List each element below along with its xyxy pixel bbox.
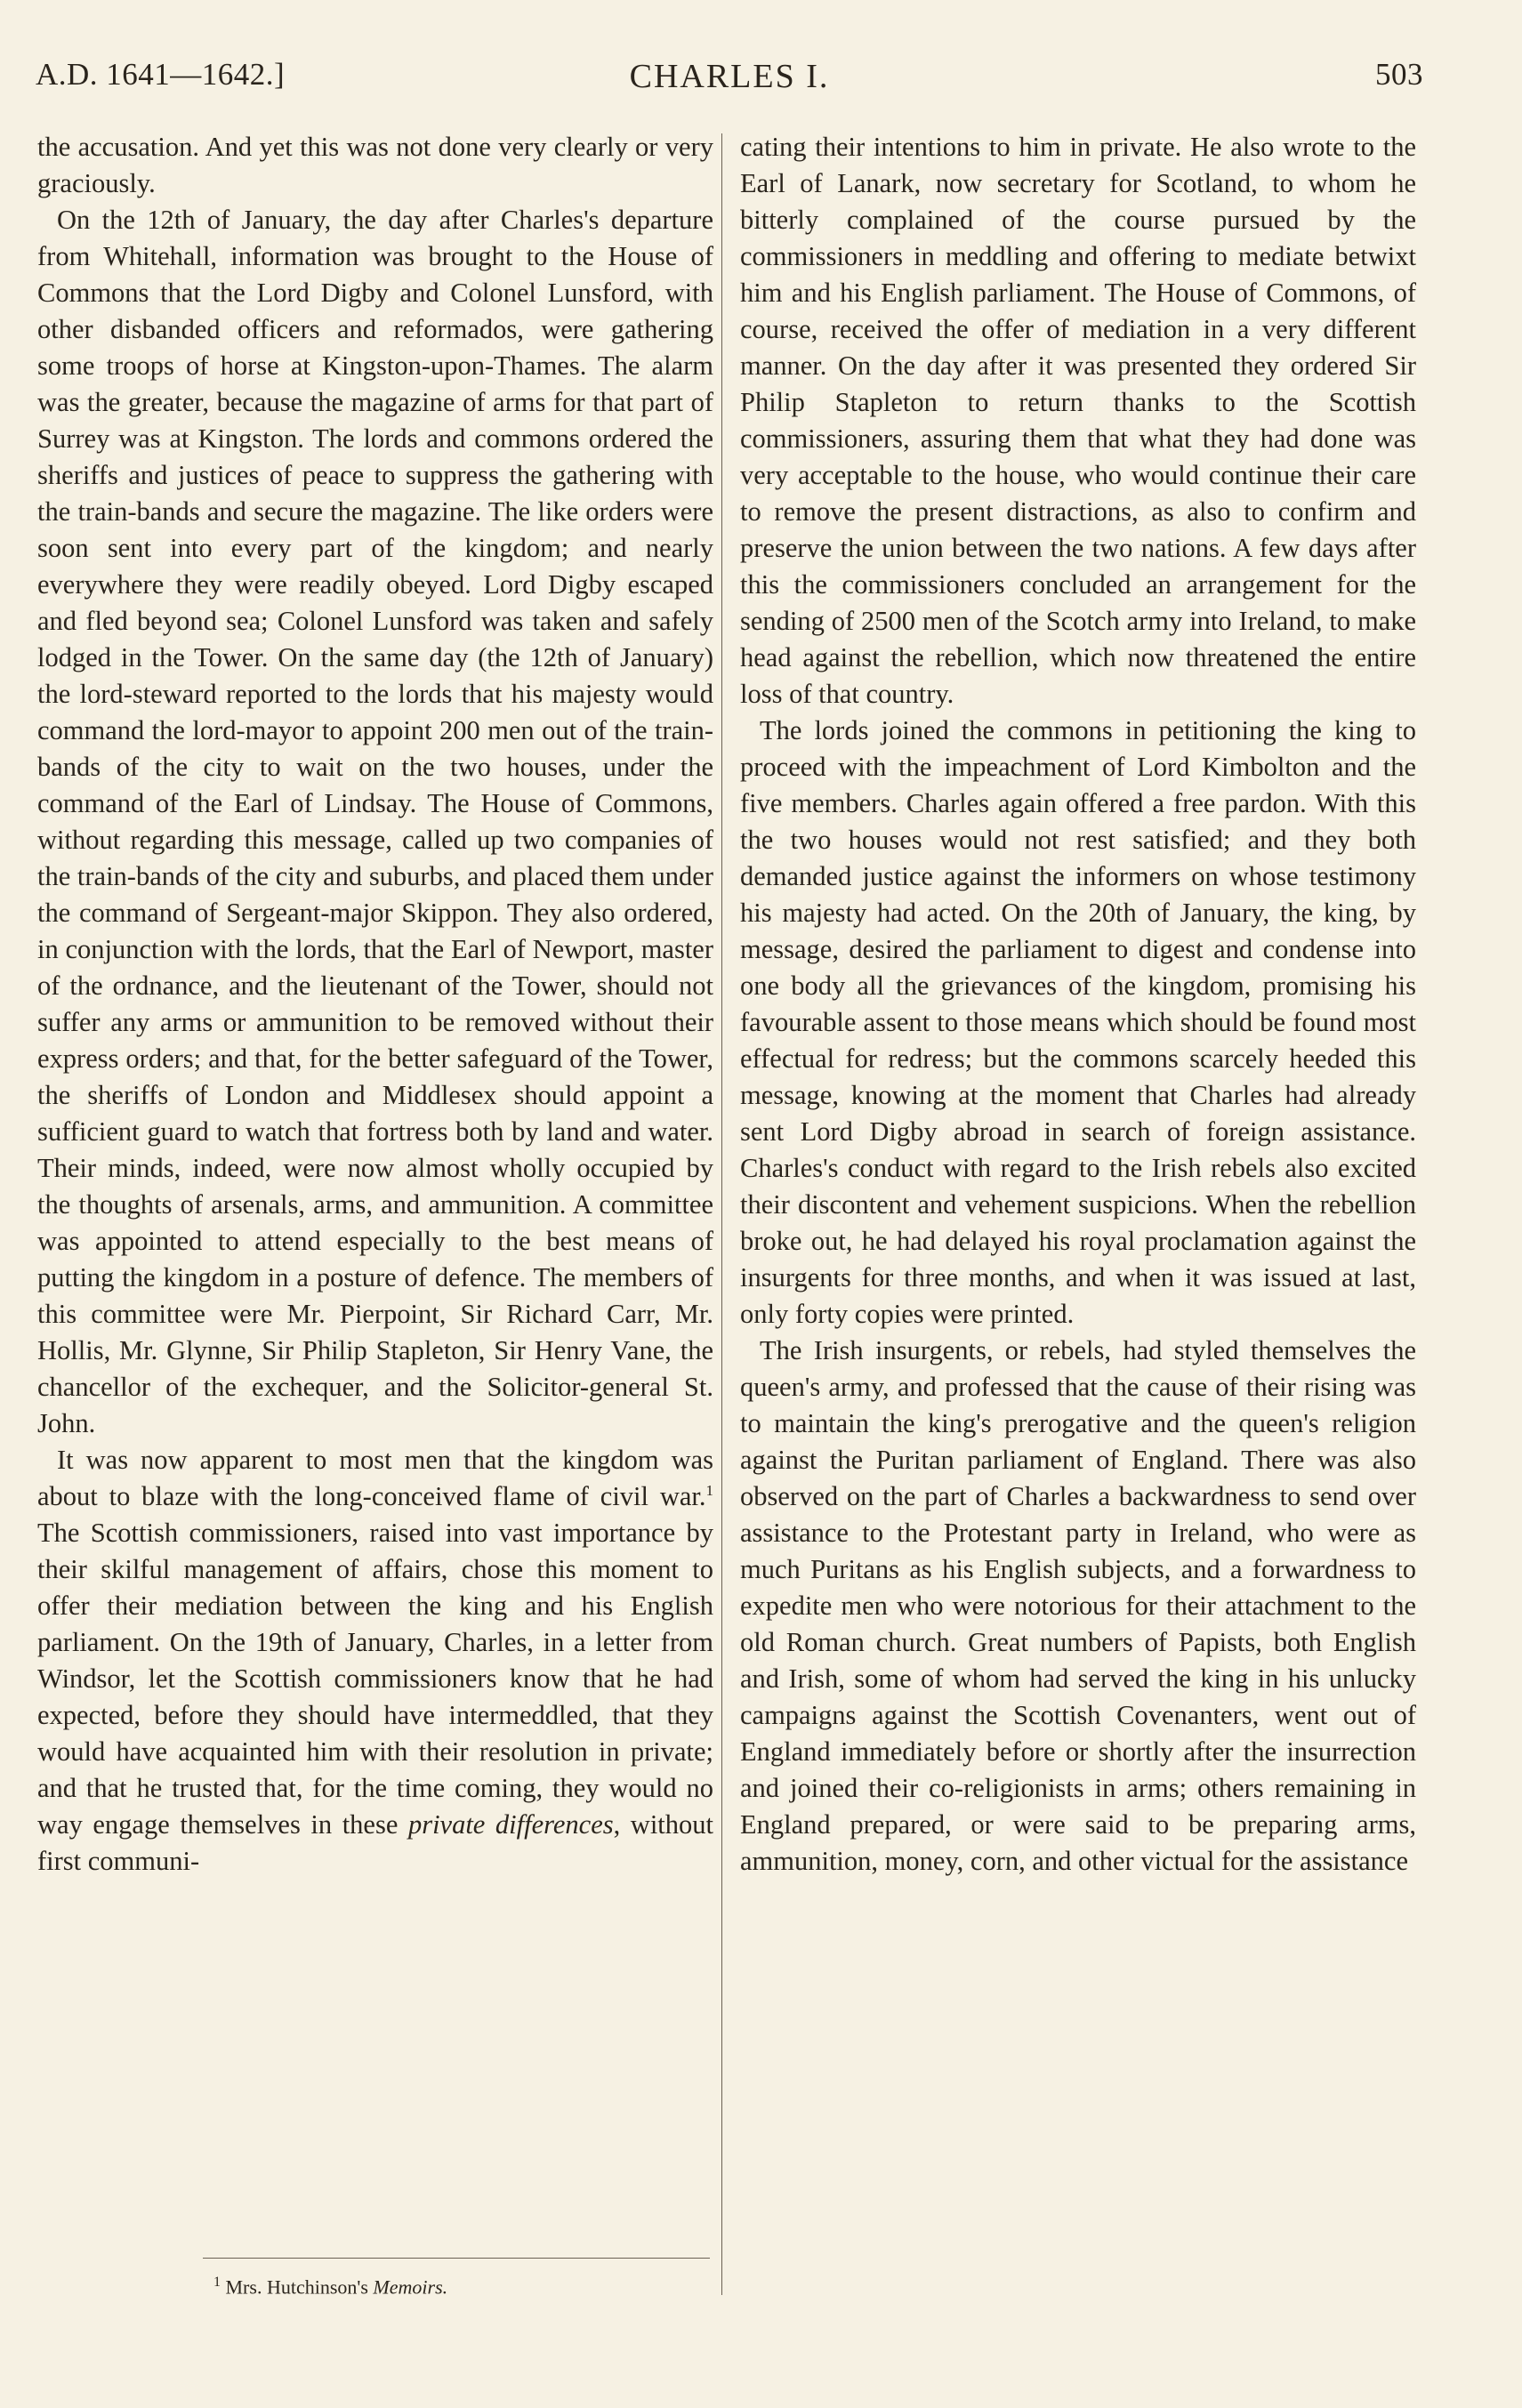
footnote-divider — [203, 2258, 710, 2259]
paragraph: The Irish insurgents, or rebels, had styled themselves the queen's army, and professed that the cause of their rising was to maintain the king's prerogative and the queen's religion against the Puritan parliament of England. There was also observed on the part of Charles a backwardness to send over assistance to the Protestant party in Ireland, who were as much Puritans as his English subjects, and a forwardness to expedite men who were notorious for their attachment to the old Roman church. Great numbers of Papists, both English and Irish, some of whom had served the king in his unlucky campaigns against the Scottish Covenanters, went out of England immediately before or shortly after the insurrection and joined their co-religionists in arms; others remaining in England prepared, or were said to be preparing arms, ammunition, money, corn, and other victual for the assistance — [740, 1335, 1416, 1876]
left-column — [37, 129, 713, 1880]
date-range: A.D. 1641—1642.] — [36, 57, 286, 92]
paragraph-text: , without first communi- — [37, 1809, 714, 1876]
footnote — [213, 2275, 447, 2299]
paragraph: the accusation. And yet this was not done very clearly or very graciously. — [37, 132, 713, 198]
paragraph-text: The Scottish commissioners, raised into vast importance by their skilful management of affairs, chose this moment to offer their mediation between the king and his English parliament. On the 19th of January, Charles, in a letter from Windsor, let the Scottish commissioners know that he had expected, before they should have intermeddled, that they would have acquainted him with their resolution in private; and that he trusted that, for the time coming, they would no way engage themselves in these — [37, 1518, 713, 1840]
paragraph: cating their intentions to him in private. He also wrote to the Earl of Lanark, now secretary for Scotland, to whom he bitterly complained of the course pursued by the commissioners in meddling and offering to mediate betwixt him and his English parliament. The House of Commons, of course, received the offer of mediation in a very different manner. On the day after it was presented they ordered Sir Philip Stapleton to return thanks to the Scottish commissioners, assuring them that what they had done was very acceptable to the house, who would continue their care to remove the present distractions, as also to confirm and preserve the union between the two nations. A few days after this the commissioners concluded an arrangement for the sending of 2500 men of the Scotch army into Ireland, to make head against the rebellion, which now threatened the entire loss of that country. — [740, 132, 1416, 709]
footnote-title: Memoirs. — [373, 2275, 448, 2299]
footnote-text: Mrs. Hutchinson's — [225, 2275, 374, 2299]
paragraph-text: It was now apparent to most men that the kingdom was about to blaze with the long-conceived flame of civil war. — [37, 1445, 713, 1511]
emphasis-text: private differences — [407, 1809, 614, 1840]
running-head — [36, 57, 1423, 101]
footnote-number: 1 — [213, 2275, 221, 2290]
paragraph: On the 12th of January, the day after Charles's departure from Whitehall, information was brought to the House of Commons that the Lord Digby and Colonel Lunsford, with other disbanded officers and reformados, were gathering some troops of horse at Kingston-upon-Thames. The alarm was the greater, because the magazine of arms for that part of Surrey was at Kingston. The lords and commons ordered the sheriffs and justices of peace to suppress the gathering with the train-bands and secure the magazine. The like orders were soon sent into every part of the kingdom; and nearly everywhere they were readily obeyed. Lord Digby escaped and fled beyond sea; Colonel Lunsford was taken and safely lodged in the Tower. On the same day (the 12th of January) the lord-steward reported to the lords that his majesty would command the lord-mayor to appoint 200 men out of the train-bands of the city to wait on the two houses, under the command of the Earl of Lindsay. The House of Commons, without regarding this message, called up two companies of the train-bands of the city and suburbs, and placed them under the command of Sergeant-major Skippon. They also ordered, in conjunction with the lords, that the Earl of Newport, master of the ordnance, and the lieutenant of the Tower, should not suffer any arms or ammunition to be removed without their express orders; and that, for the better safeguard of the Tower, the sheriffs of London and Middlesex should appoint a sufficient guard to watch that fortress both by land and water. Their minds, indeed, were now almost wholly occupied by the thoughts of arsenals, arms, and ammunition. A committee was appointed to attend especially to the best means of putting the kingdom in a posture of defence. The members of this committee were Mr. Pierpoint, Sir Richard Carr, Mr. Hollis, Mr. Glynne, Sir Philip Stapleton, Sir Henry Vane, the chancellor of the exchequer, and the Solicitor-general St. John. — [37, 205, 713, 1438]
right-column — [740, 129, 1416, 1880]
chapter-title: CHARLES I. — [629, 58, 830, 95]
column-divider — [721, 133, 722, 2295]
paragraph — [37, 1442, 713, 1880]
footnote-reference: 1 — [705, 1481, 713, 1499]
paragraph: The lords joined the commons in petitioning the king to proceed with the impeachment of Lord Kimbolton and the five members. Charles again offered a free pardon. With this the two houses would not rest satisfied; and they both demanded justice against the informers on whose testimony his majesty had acted. On the 20th of January, the king, by message, desired the parliament to digest and condense into one body all the grievances of the kingdom, promising his favourable assent to those means which should be found most effectual for redress; but the commons scarcely heeded this message, knowing at the moment that Charles had already sent Lord Digby abroad in search of foreign assistance. Charles's conduct with regard to the Irish rebels also excited their discontent and vehement suspicions. When the rebellion broke out, he had delayed his royal proclamation against the insurgents for three months, and when it was issued at last, only forty copies were printed. — [740, 715, 1416, 1329]
page-number: 503 — [1375, 57, 1423, 92]
